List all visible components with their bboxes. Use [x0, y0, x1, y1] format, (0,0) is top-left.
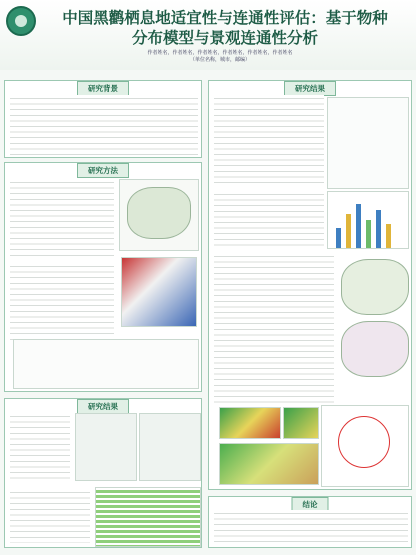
correlation-heatmap	[121, 257, 197, 327]
poster-title	[40, 8, 410, 48]
corridor-circle	[338, 416, 390, 468]
habitat-area-bar-chart	[327, 191, 409, 249]
background-title: 研究背景	[77, 81, 129, 96]
roc-curve-2	[139, 413, 201, 481]
methods-section	[4, 162, 202, 392]
results-right-section	[208, 80, 412, 490]
chart-bar	[336, 228, 341, 248]
author-block	[70, 50, 370, 64]
terrain-map-2	[283, 407, 319, 439]
title-line-2: 分布模型与景观连通性分析	[131, 28, 318, 47]
results-right-body-2	[214, 191, 324, 247]
workflow-diagram	[13, 339, 199, 389]
chart-bar	[386, 224, 391, 248]
variable-contribution-chart	[95, 487, 201, 547]
conclusion-section	[208, 496, 412, 548]
university-logo-icon	[6, 6, 36, 36]
results-right-body-3	[214, 253, 334, 403]
results-left-body-1	[10, 413, 70, 483]
corridor-map	[321, 405, 409, 487]
study-area-map-shape	[127, 187, 191, 239]
header	[0, 0, 416, 70]
background-section	[4, 80, 202, 158]
conclusion-title: 结论	[292, 497, 329, 512]
roc-curve-1	[75, 413, 137, 481]
background-body	[10, 95, 198, 155]
chart-bar	[376, 210, 381, 248]
results-left-section	[4, 398, 202, 548]
methods-body-2	[10, 263, 114, 343]
connectivity-map	[341, 321, 409, 377]
results-right-title: 研究结果	[284, 81, 336, 96]
terrain-map-3	[219, 443, 319, 485]
methods-title: 研究方法	[77, 163, 129, 178]
chart-bar	[366, 220, 371, 248]
methods-body-1	[10, 179, 114, 259]
title-line-1: 中国黑鹳栖息地适宜性与连通性评估：基于物种	[62, 8, 388, 27]
results-right-body-1	[214, 95, 324, 185]
suitability-map	[341, 259, 409, 315]
results-left-title: 研究结果	[77, 399, 129, 414]
conclusion-body	[214, 510, 408, 545]
terrain-map-1	[219, 407, 281, 439]
results-left-body-2	[10, 489, 90, 543]
affiliation: （单位名称，城市，邮编）	[189, 57, 250, 63]
chart-bar	[356, 204, 361, 248]
response-curves	[327, 97, 409, 189]
author-list: 作者姓名，作者姓名，作者姓名，作者姓名，作者姓名，作者姓名	[147, 50, 293, 56]
chart-bar	[346, 214, 351, 248]
